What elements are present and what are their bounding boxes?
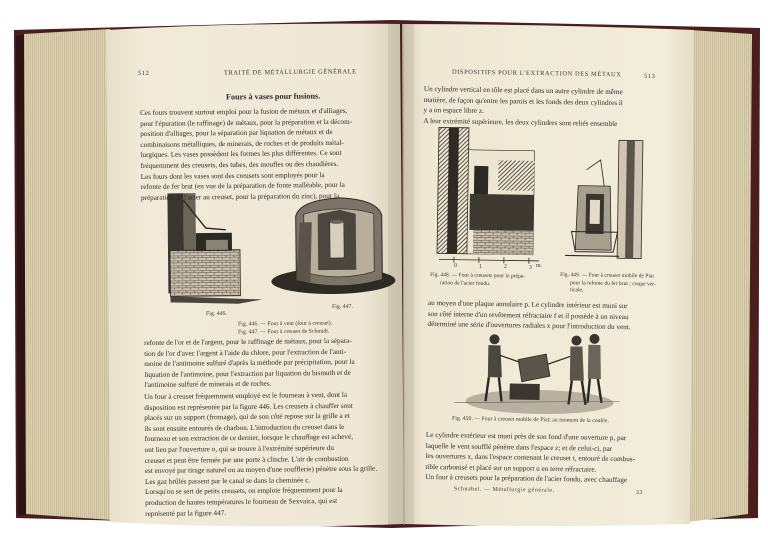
left-page-edges <box>24 29 112 520</box>
left-section-title: Fours à vases pour fusions. <box>225 91 321 102</box>
right-running-header: DISPOSITIFS POUR L'EXTRACTION DES MÉTAUX <box>451 68 622 79</box>
left-paragraph-3 <box>144 389 401 519</box>
scale-tick-2: 2 <box>504 264 507 270</box>
text-line: son côté interne d'un revêtement réfractaire f et il possède à un niveau <box>427 309 629 321</box>
text-line: A leur extrémité supérieure, les deux cylindres sont reliés ensemble <box>423 116 618 128</box>
caption-447: Fig. 447. — Four à creuset de Schmidt. <box>237 328 330 336</box>
left-running-header: TRAITÉ DE MÉTALLURGIE GÉNÉRALE <box>223 68 357 77</box>
text-line: tible carbonisé et placé sur un support u en terre réfractaire. <box>425 462 597 474</box>
left-paragraph-1 <box>140 105 399 203</box>
caption-450: Fig. 450. — Four à creuset mobile de Piat; au moment de la coulée. <box>451 415 609 425</box>
text-line: production de hautes températures le fourneau de Sexvaica, qui est <box>145 496 338 507</box>
caption-449 <box>560 272 686 297</box>
text-line: refonte de fer brut (en vue de la préparation de fonte malléable, pour la <box>140 181 345 192</box>
right-page-edges <box>688 30 752 522</box>
right-paragraph-3 <box>425 430 682 487</box>
text-line: Un four à creuset fréquemment employé est le fourneau à vent, dont la <box>144 390 348 401</box>
text-line: matière, de façon qu'entre les parois et les fonds des deux cylindres il <box>423 95 623 107</box>
caption-line: Fig. 449. — Four à creuset mobile de Piat <box>560 272 655 280</box>
text-line: Lorsqu'on se sert de petits creusets, on emploie fréquemment pour la <box>145 486 343 497</box>
figure-446-label: Fig. 446. <box>205 310 227 318</box>
text-line: Le cylindre extérieur est muni près de son fond d'une ouverture p, par <box>425 430 627 443</box>
scale-tick-3: 3 <box>529 265 532 271</box>
text-line: lurgiques. Les vases possèdent les formes les plus différentes. Ce sont <box>140 149 342 160</box>
text-line: Un four à creusets pour la préparation de l'acier fondu, avec chauffage <box>425 473 628 485</box>
caption-line: ticale. <box>569 287 584 294</box>
text-line: au moyen d'une plaque annulaire p. Le cylindre intérieur est muni sur <box>427 298 628 311</box>
text-line: Ces fours trouvent surtout emploi pour la fusion de métaux et d'alliages, <box>140 106 348 117</box>
caption-446: Fig. 446. — Four à vent (four à creuset). <box>237 320 333 328</box>
scale-label: m. <box>536 263 542 269</box>
text-line: est envoyé par tirage naturel ou au moyen d'une soufflerie) pénètre sous la grille. <box>144 464 378 476</box>
text-line: liquation de l'antimoine, pour l'extraction par liquation du bismuth et de <box>144 368 351 379</box>
text-line: y a un espace libre z. <box>423 106 484 116</box>
scale-tick-0: 0 <box>454 263 457 269</box>
right-footer-right: 33 <box>635 489 644 497</box>
text-line: fréquemment des creusets, des tubes, des moufles ou des chaudières. <box>140 159 339 170</box>
text-line: Les fours dont les vases sont des creusets sont employés pour la <box>140 170 325 181</box>
figure-447-label: Fig. 447. <box>331 303 353 311</box>
text-line: ont lieu par l'ouverture o, qui se trouve à l'extrémité supérieure du <box>144 443 335 454</box>
text-line: combinaisons métalliques, de minerais, de roches et de produits métal- <box>140 138 344 149</box>
text-line: laquelle le vent soufflé pénètre dans l'espace z; et de celui-ci, par <box>425 441 613 453</box>
text-line: fourneau et son extraction de ce dernier, lorsque le chauffage est achevé, <box>144 433 354 444</box>
text-line: Un cylindre vertical en tôle est placé dans un autre cylindre de même <box>423 84 623 97</box>
right-page-number: 513 <box>643 72 656 81</box>
text-line: refonte de l'or et de l'argent, pour le raffinage de métaux, pour la sépara- <box>144 336 352 347</box>
caption-line: pour la refonte du fer brut ; coupe ver- <box>569 279 656 288</box>
caption-448 <box>430 272 550 289</box>
text-line: ils sont ensuite entourés de charbon. L'introduction du creuset dans le <box>144 422 345 433</box>
left-paragraph-2 <box>144 335 401 391</box>
caption-line: Fig. 448. — Four à creusets pour la prépa- <box>430 272 526 280</box>
right-footer-left: Schnabel. — Métallurgie générale. <box>453 486 555 494</box>
text-line: déterminé une série d'ouvertures radiales x pour l'introduction du vent. <box>427 320 631 332</box>
right-paragraph-2 <box>428 298 680 334</box>
text-line: préparation de l'acier au creuset, pour la préparation du zinc), pour la <box>140 191 340 202</box>
text-line: représenté par la figure 447. <box>145 508 227 518</box>
caption-line: ration de l'acier fondu. <box>439 279 491 287</box>
text-line: disposition est représentée par la figure 446. Les creusets à chauffer sont <box>144 401 353 412</box>
text-line: placés sur un support (fromage), qui de son côté repose sur la grille a et <box>144 412 350 423</box>
text-line: position d'alliages, pour la séparation par liquation de métaux et de <box>140 128 333 139</box>
right-paragraph-1 <box>423 84 676 130</box>
text-line: les ouvertures x, dans l'espace contenant le creuset t, entouré de combus- <box>425 452 636 464</box>
text-line: moine de l'antimoine sulfuré d'après la méthode par précipitation, pour la <box>144 357 355 369</box>
text-line: creuset et peut être fermée par une porte à clinche. L'air de combustion <box>144 454 349 465</box>
text-line: tion de l'or d'avec l'argent à l'aide du chlore, pour l'extraction de l'anti- <box>144 347 347 358</box>
left-page-number: 512 <box>137 69 150 78</box>
text-line: Les gaz brûlés passent par le canal se dans la cheminée c. <box>144 476 311 486</box>
text-line: l'antimoine sulfuré de minerais et de roches. <box>144 380 272 390</box>
scale-tick-1: 1 <box>479 264 482 270</box>
text-line: pour l'épuration (le raffinage) de métaux, pour la préparation et la décom- <box>140 117 353 128</box>
